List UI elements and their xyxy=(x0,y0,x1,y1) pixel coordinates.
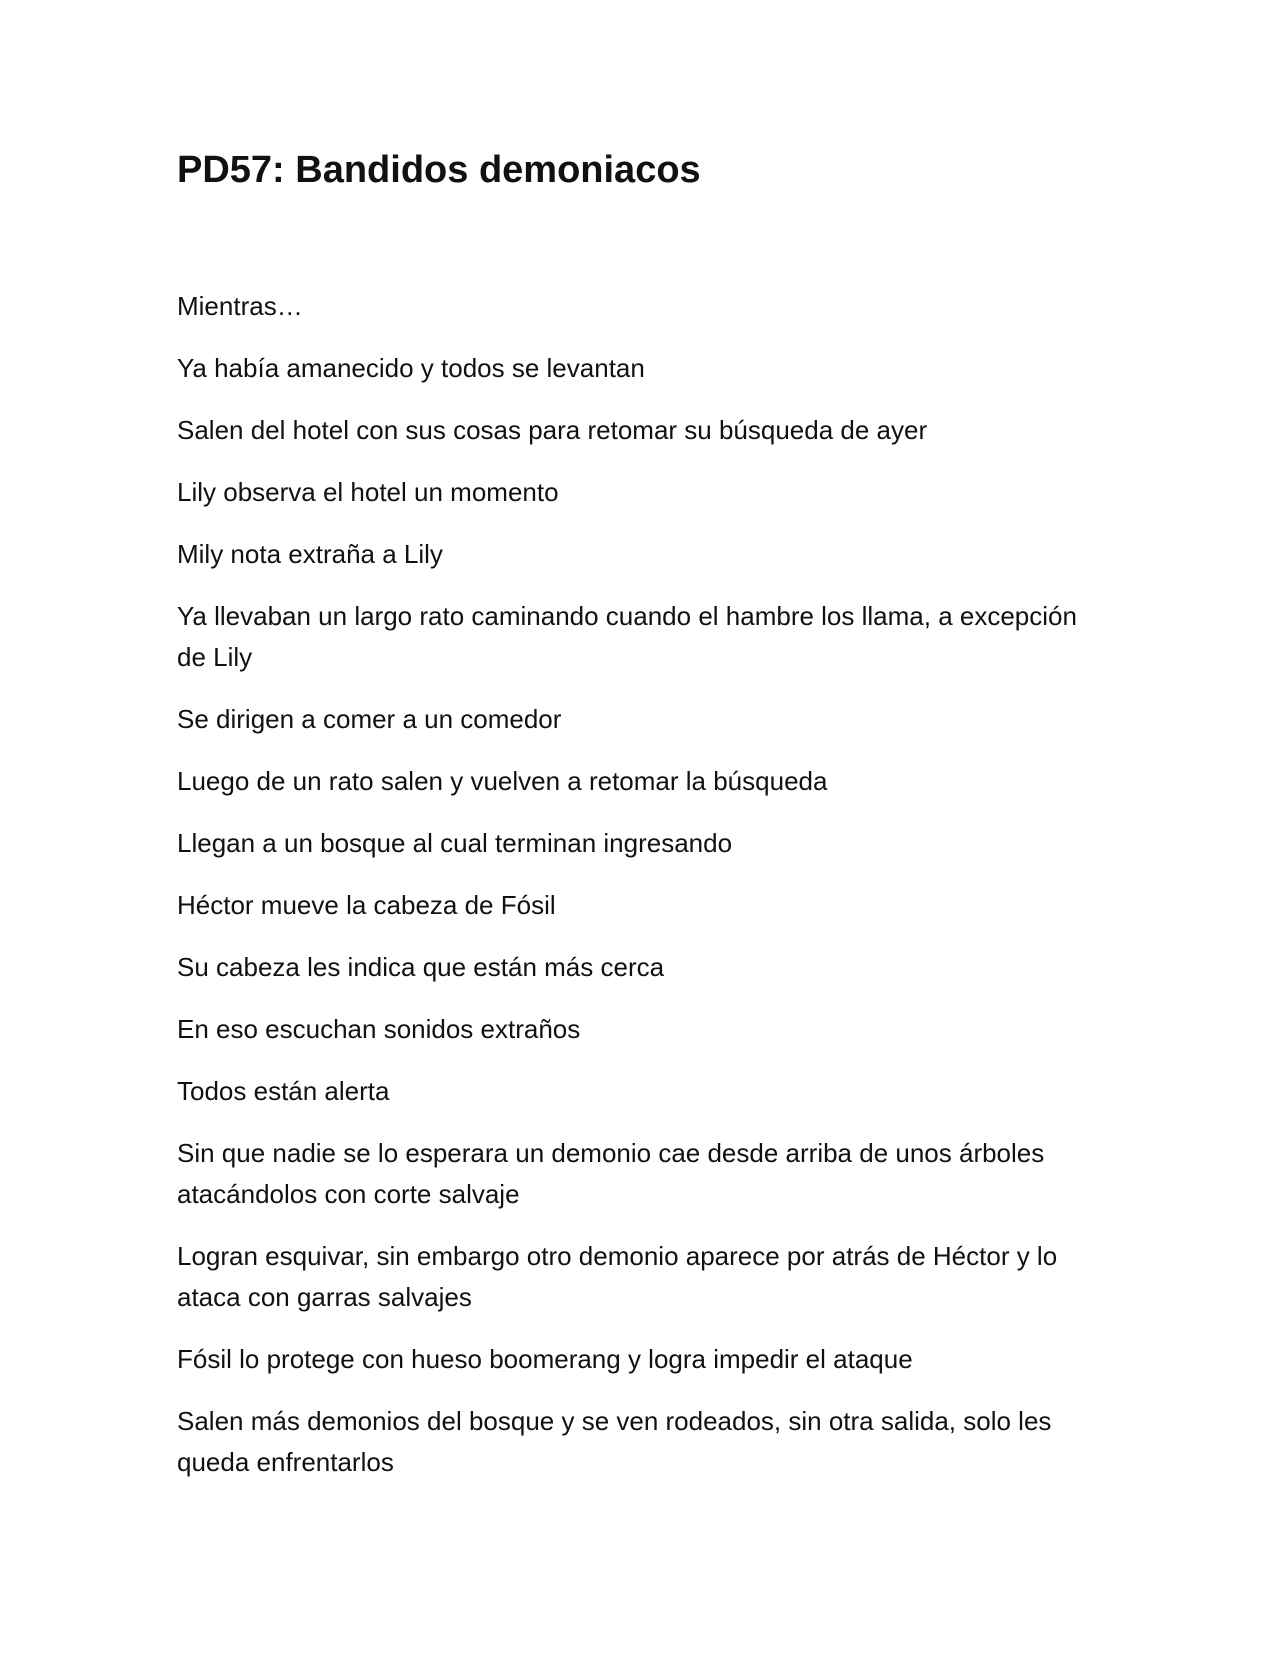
paragraph: Todos están alerta xyxy=(177,1076,390,1106)
paragraph: Salen del hotel con sus cosas para retomar su búsqueda de ayer xyxy=(177,415,928,445)
document-body xyxy=(177,286,1107,1504)
paragraph: Se dirigen a comer a un comedor xyxy=(177,704,562,734)
paragraph: Lily observa el hotel un momento xyxy=(177,477,559,507)
document-title: PD57: Bandidos demoniacos xyxy=(177,149,701,191)
paragraph: Ya llevaban un largo rato caminando cuando el hambre los llama, a excepción de Lily xyxy=(177,601,1077,672)
paragraph: Mientras… xyxy=(177,291,303,321)
paragraph: Salen más demonios del bosque y se ven rodeados, sin otra salida, solo les queda enfrentarlos xyxy=(177,1406,1052,1477)
paragraph: Sin que nadie se lo esperara un demonio cae desde arriba de unos árboles atacándolos con corte salvaje xyxy=(177,1138,1045,1209)
paragraph: Fósil lo protege con hueso boomerang y logra impedir el ataque xyxy=(177,1344,913,1374)
paragraph: Héctor mueve la cabeza de Fósil xyxy=(177,890,556,920)
paragraph: Luego de un rato salen y vuelven a retomar la búsqueda xyxy=(177,766,828,796)
paragraph: Su cabeza les indica que están más cerca xyxy=(177,952,665,982)
paragraph: Logran esquivar, sin embargo otro demonio aparece por atrás de Héctor y lo ataca con garras salvajes xyxy=(177,1241,1058,1312)
paragraph: Ya había amanecido y todos se levantan xyxy=(177,353,645,383)
paragraph: Llegan a un bosque al cual terminan ingresando xyxy=(177,828,733,858)
paragraph: Mily nota extraña a Lily xyxy=(177,539,443,569)
paragraph: En eso escuchan sonidos extraños xyxy=(177,1014,581,1044)
